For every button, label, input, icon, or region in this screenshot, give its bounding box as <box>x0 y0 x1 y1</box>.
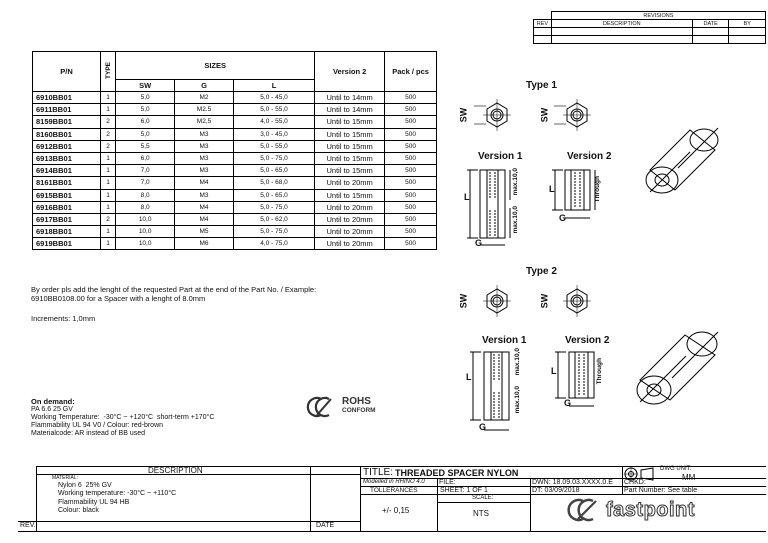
parts-table-body <box>33 92 437 250</box>
sw-cell: 6,0 <box>116 116 175 128</box>
tb-material-label: MATERIAL: <box>52 475 79 481</box>
part-number-cell: 6914BB01 <box>33 165 101 177</box>
pack-cell: 500 <box>385 128 437 140</box>
l-cell: 3,0 - 45,0 <box>233 128 314 140</box>
sw-header: SW <box>116 80 175 92</box>
tb-tolerance-value: +/- 0,15 <box>382 506 410 515</box>
l-cell: 5,0 - 75,0 <box>233 201 314 213</box>
by-header: BY <box>729 20 766 28</box>
type2-version2-side <box>555 352 594 406</box>
type2-version1-label: Version 1 <box>482 335 527 346</box>
l-cell: 5,0 - 75,0 <box>233 152 314 164</box>
type1-hex-view-2 <box>554 99 591 131</box>
part-number-cell: 8160BB01 <box>33 128 101 140</box>
max10-label-3: max.10,0 <box>514 348 521 376</box>
l-label-4: L <box>551 366 557 376</box>
pack-cell: 500 <box>385 177 437 189</box>
type-cell: 2 <box>101 213 116 225</box>
sw-cell: 8,0 <box>116 189 175 201</box>
type1-label: Type 1 <box>526 80 557 91</box>
type2-hex-view-1 <box>483 285 511 317</box>
tb-date-label: DATE <box>316 522 335 529</box>
version2-cell: Until to 15mm <box>315 189 385 201</box>
sw-cell: 5,0 <box>116 92 175 104</box>
part-number-cell: 6912BB01 <box>33 140 101 152</box>
type-cell: 2 <box>101 140 116 152</box>
sw-label-3: SW <box>458 293 469 309</box>
version2-cell: Until to 15mm <box>315 152 385 164</box>
sw-cell: 10,0 <box>116 213 175 225</box>
g-cell: M3 <box>175 189 234 201</box>
tb-chkd: CHKD: <box>624 479 646 486</box>
l-header: L <box>233 80 314 92</box>
rev-header: REV <box>534 20 552 28</box>
type2-hex-view-2 <box>563 285 591 317</box>
table-row <box>33 238 437 250</box>
version2-cell: Until to 14mm <box>315 92 385 104</box>
pack-cell: 500 <box>385 104 437 116</box>
max10-label-1: max.10,0 <box>512 168 519 196</box>
part-number-cell: 8159BB01 <box>33 116 101 128</box>
version2-cell: Until to 20mm <box>315 226 385 238</box>
l-label-3: L <box>466 372 472 382</box>
tb-title-label: TITLE: <box>363 467 394 478</box>
version2-header: Version 2 <box>315 52 385 92</box>
order-note-line2: 6910BB0108.00 for a Spacer with a lenght of 8.0mm <box>31 294 206 303</box>
l-cell: 5,0 - 65,0 <box>233 189 314 201</box>
part-number-cell: 6918BB01 <box>33 226 101 238</box>
type-cell: 1 <box>101 226 116 238</box>
tb-description-header: DESCRIPTION <box>148 466 203 475</box>
part-number-cell: 6919BB01 <box>33 238 101 250</box>
table-row <box>33 213 437 225</box>
sw-cell: 7,0 <box>116 177 175 189</box>
version2-cell: Until to 14mm <box>315 104 385 116</box>
sizes-header: SIZES <box>116 52 315 80</box>
table-row <box>33 165 437 177</box>
tb-rev-label: REV. <box>20 522 36 529</box>
pack-cell: 500 <box>385 152 437 164</box>
pack-cell: 500 <box>385 116 437 128</box>
g-cell: M3 <box>175 165 234 177</box>
type2-version1-side <box>470 352 509 430</box>
sw-cell: 5,0 <box>116 104 175 116</box>
fastpoint-brand-text: fastpoint <box>606 499 695 521</box>
type-cell: 1 <box>101 189 116 201</box>
version2-cell: Until to 20mm <box>315 213 385 225</box>
pack-cell: 500 <box>385 92 437 104</box>
rohs-conform-text: CONFORM <box>342 407 376 414</box>
g-cell: M4 <box>175 177 234 189</box>
sw-cell: 10,0 <box>116 238 175 250</box>
l-cell: 5,0 - 62,0 <box>233 213 314 225</box>
type1-version1-label: Version 1 <box>478 151 523 162</box>
part-number-cell: 6916BB01 <box>33 201 101 213</box>
rohs-text: ROHS <box>342 396 371 407</box>
on-demand-title: On demand: <box>31 397 75 406</box>
table-row <box>33 128 437 140</box>
increments-note: Increments: 1,0mm <box>31 314 96 323</box>
pn-header: P/N <box>33 52 101 92</box>
g-label-1: G <box>475 238 483 248</box>
on-demand-details: PA 6.6 25 GV Working Temperature: -30°C ~ +120°C short-term +170°C Flammability UL 94 V0 / Colour: red-brown Materialcode: AR instead of BB used <box>31 406 215 437</box>
l-cell: 4,0 - 75,0 <box>233 238 314 250</box>
sw-label-2: SW <box>539 107 550 123</box>
date-header: DATE <box>692 20 729 28</box>
through-label-1: Through <box>594 176 601 203</box>
tb-part-number: Part Number: See table <box>624 487 698 494</box>
type-cell: 1 <box>101 152 116 164</box>
type-cell: 1 <box>101 165 116 177</box>
type-cell: 1 <box>101 238 116 250</box>
order-note-line1: By order pls add the lenght of the requested Part at the end of the Part No. / Example: <box>31 285 317 294</box>
revisions-table <box>533 11 766 44</box>
sw-cell: 5,5 <box>116 140 175 152</box>
part-number-cell: 6913BB01 <box>33 152 101 164</box>
type-cell: 1 <box>101 201 116 213</box>
sw-cell: 8,0 <box>116 201 175 213</box>
g-cell: M3 <box>175 128 234 140</box>
g-cell: M2.5 <box>175 104 234 116</box>
table-row <box>33 140 437 152</box>
g-cell: M6 <box>175 238 234 250</box>
fastpoint-logo-icon <box>566 498 606 522</box>
l-cell: 5,0 - 75,0 <box>233 226 314 238</box>
tb-dwn: DWN: 18.09.03.XXXX.0.E <box>532 479 613 486</box>
sw-cell: 7,0 <box>116 165 175 177</box>
l-label-2: L <box>549 184 555 194</box>
tb-dwg-unit-value: MM <box>682 473 696 482</box>
g-cell: M2 <box>175 92 234 104</box>
type2-version2-label: Version 2 <box>565 335 610 346</box>
sw-cell: 10,0 <box>116 226 175 238</box>
part-number-cell: 6910BB01 <box>33 92 101 104</box>
sw-label-1: SW <box>458 107 469 123</box>
table-row <box>33 116 437 128</box>
l-label-1: L <box>464 192 470 202</box>
table-row <box>33 226 437 238</box>
max10-label-2: max.10,0 <box>512 206 519 234</box>
tb-dwg-unit-label: DWG UNIT: <box>660 466 692 472</box>
l-cell: 4,0 - 55,0 <box>233 116 314 128</box>
g-header: G <box>175 80 234 92</box>
pack-cell: 500 <box>385 226 437 238</box>
tb-material-details: Nylon 6 25% GV Working temperature: -30°C ~ +110°C Flammability UL 94 HB Colour: black <box>58 482 177 514</box>
type-cell: 2 <box>101 116 116 128</box>
version2-cell: Until to 15mm <box>315 165 385 177</box>
tb-scale-value: NTS <box>473 509 489 518</box>
g-cell: M3 <box>175 140 234 152</box>
type1-version1-side <box>467 170 510 245</box>
part-number-cell: 6915BB01 <box>33 189 101 201</box>
tb-dt: DT: 03/09/2018 <box>532 487 580 494</box>
version2-cell: Until to 20mm <box>315 177 385 189</box>
pack-cell: 500 <box>385 213 437 225</box>
part-number-cell: 6911BB01 <box>33 104 101 116</box>
max10-label-4: max.10,0 <box>514 386 521 414</box>
through-label-2: Through <box>596 358 603 385</box>
version2-cell: Until to 20mm <box>315 201 385 213</box>
type2-isometric <box>637 332 718 404</box>
table-row <box>33 104 437 116</box>
sw-cell: 6,0 <box>116 152 175 164</box>
type2-label: Type 2 <box>526 266 557 277</box>
sw-cell: 5,0 <box>116 128 175 140</box>
tb-modelled: Modelled in RHINO 4.0 <box>363 479 425 485</box>
pack-header: Pack / pcs <box>385 52 437 92</box>
part-number-cell: 6917BB01 <box>33 213 101 225</box>
g-cell: M4 <box>175 213 234 225</box>
g-cell: M4 <box>175 201 234 213</box>
pack-cell: 500 <box>385 238 437 250</box>
type1-hex-view-1 <box>474 99 511 131</box>
type-header: TYPE <box>104 62 112 79</box>
pack-cell: 500 <box>385 201 437 213</box>
version2-cell: Until to 20mm <box>315 238 385 250</box>
type1-isometric <box>646 128 718 193</box>
type1-version2-label: Version 2 <box>567 151 612 162</box>
type-cell: 1 <box>101 92 116 104</box>
version2-cell: Until to 15mm <box>315 116 385 128</box>
l-cell: 5,0 - 55,0 <box>233 140 314 152</box>
part-number-cell: 8161BB01 <box>33 177 101 189</box>
table-row <box>33 177 437 189</box>
sw-label-4: SW <box>539 293 550 309</box>
description-header: DESCRIPTION <box>551 20 692 28</box>
rohs-logo-icon <box>305 396 345 418</box>
revisions-title: REVISIONS <box>551 12 765 20</box>
l-cell: 5,0 - 65,0 <box>233 165 314 177</box>
table-row <box>33 92 437 104</box>
type-cell: 1 <box>101 177 116 189</box>
g-label-2: G <box>559 213 567 223</box>
table-row <box>33 152 437 164</box>
l-cell: 5,0 - 45,0 <box>233 92 314 104</box>
pack-cell: 500 <box>385 140 437 152</box>
type-cell: 2 <box>101 128 116 140</box>
tb-sheet: SHEET: 1 OF 1 <box>440 487 488 494</box>
version2-cell: Until to 15mm <box>315 128 385 140</box>
g-cell: M2,5 <box>175 116 234 128</box>
type1-version2-side <box>552 170 595 218</box>
pack-cell: 500 <box>385 165 437 177</box>
tb-file-label: FILE: <box>439 479 456 486</box>
g-label-3: G <box>479 422 487 432</box>
table-row <box>33 201 437 213</box>
type-cell: 1 <box>101 104 116 116</box>
l-cell: 5,0 - 55,0 <box>233 104 314 116</box>
tb-scale-label: SCALE: <box>472 495 494 501</box>
parts-table <box>32 51 437 250</box>
technical-drawing <box>440 80 740 450</box>
pack-cell: 500 <box>385 189 437 201</box>
g-cell: M3 <box>175 152 234 164</box>
table-row <box>33 189 437 201</box>
tb-tolerances-label: TOLLERANCES <box>370 487 418 494</box>
g-cell: M5 <box>175 226 234 238</box>
g-label-4: G <box>564 398 572 408</box>
version2-cell: Until to 15mm <box>315 140 385 152</box>
l-cell: 5,0 - 68,0 <box>233 177 314 189</box>
tb-title-value: THREADED SPACER NYLON <box>395 468 519 478</box>
